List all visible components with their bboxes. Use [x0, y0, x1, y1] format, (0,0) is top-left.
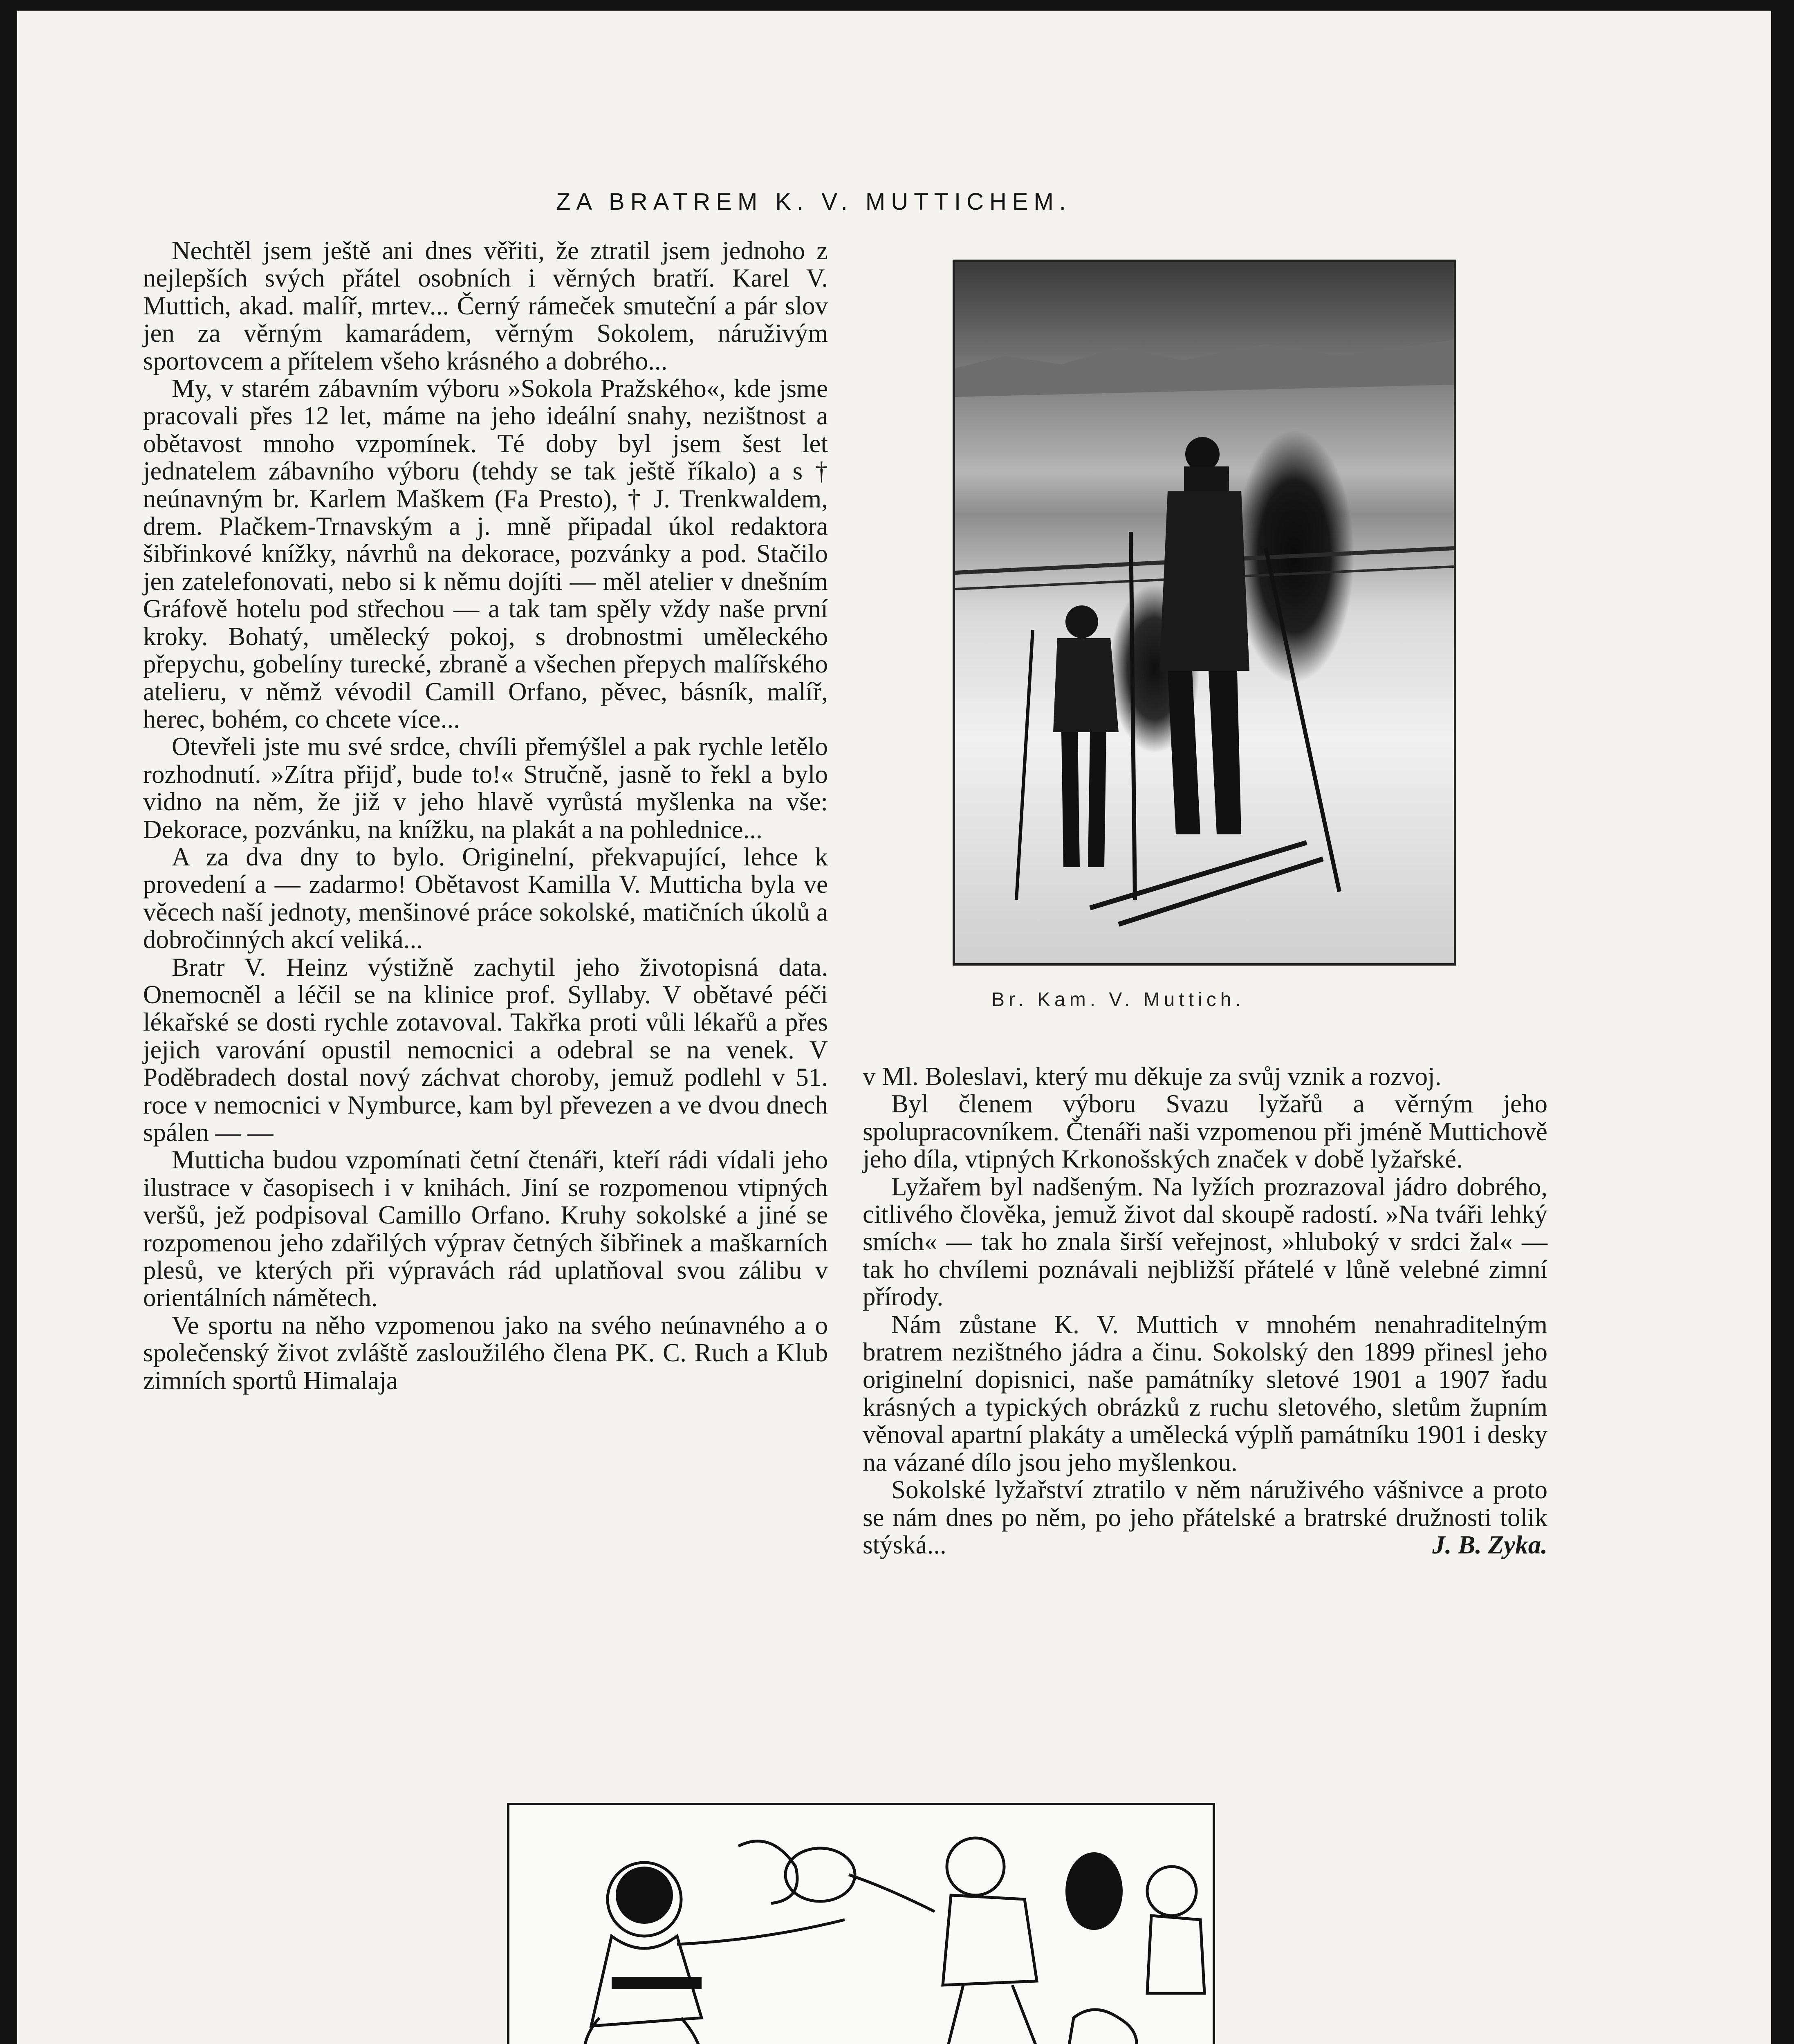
paragraph: Otevřeli jste mu své srdce, chvíli přemýšlel a pak rychle letělo rozhodnutí. »Zítra přijď, bude to!« Stručně, jasně to řekl a bylo vidno na něm, že již v jeho hlavě vyrůstá myšlenka na vše: Dekorace, pozvánku, na knížku, na plakát a na pohlednice... — [143, 732, 828, 844]
skier-photograph — [953, 260, 1456, 966]
right-column — [863, 1063, 1547, 1559]
left-column — [143, 237, 828, 1394]
decorative-illustration — [507, 1803, 1215, 2044]
paragraph: Nám zůstane K. V. Muttich v mnohém nenahraditelným bratrem nezištného jádra a činu. Sokolský den 1899 přinesl jeho originelní dopisnici, naše památníky sletové 1901 a 1907 řadu krásných a typických obrázků z ruchu sletového, sletům župním věnoval apartní plakáty a umělecká výplň památníku 1901 i desky na vázané dílo jsou jeho myšlenkou. — [863, 1310, 1547, 1477]
paragraph: v Ml. Boleslavi, který mu děkuje za svůj vznik a rozvoj. — [863, 1062, 1442, 1091]
paragraph: Nechtěl jsem ještě ani dnes věřiti, že ztratil jsem jednoho z nejlepších svých přátel osobních i věrných bratří. Karel V. Muttich, akad. malíř, mrtev... Černý rámeček smuteční a pár slov jen za věrným kamarádem, věrným Sokolem, náruživým sportovcem a přítelem všeho krásného a dobrého... — [143, 236, 828, 375]
photo-caption: Br. Kam. V. Muttich. — [991, 989, 1245, 1011]
paragraph: A za dva dny to bylo. Originelní, překvapující, lehce k provedení a — zadarmo! Obětavost Kamilla V. Mutticha byla ve věcech naší jednoty, menšinové práce sokolské, matičních úkolů a dobročinných akcí veliká... — [143, 842, 828, 954]
paragraph-text: Sokolské lyžařství ztratilo v něm náruživého vášnivce a proto se nám dnes po něm, po jeho přátelské a bratrské družnosti tolik stýská... — [863, 1475, 1547, 1559]
author-signature: J. B. Zyka. — [1432, 1530, 1547, 1559]
paragraph: Ve sportu na něho vzpomenou jako na svého neúnavného a o společenský život zvláště zasloužilého člena PK. C. Ruch a Klub zimních sportů Himalaja — [143, 1311, 828, 1395]
paragraph: Byl členem výboru Svazu lyžařů a věrným jeho spolupracovníkem. Čtenáři naši vzpomenou při jméně Muttichově jeho díla, vtipných Krkonošských značek v době lyžařské. — [863, 1089, 1547, 1174]
procession-figures-drawing — [509, 1805, 1213, 2044]
paragraph — [863, 1476, 1547, 1559]
paragraph: Mutticha budou vzpomínati četní čtenáři, kteří rádi vídali jeho ilustrace v časopisech i v knihách. Jiní se rozpomenou vtipných veršů, jež podpisoval Camillo Orfano. Kruhy sokolské a jiné se rozpomenou jeho zdařilých výprav četných šibřinek a maškarních plesů, ve kterých při výpravách rád uplatňoval svou zálibu v orientálních námětech. — [143, 1145, 828, 1312]
paragraph: Lyžařem byl nadšeným. Na lyžích prozrazoval jádro dobrého, citlivého člověka, jemuž život dal skoupě radostí. »Na tváři lehký smích« — tak ho znala širší veřejnost, »hluboký v srdci žal« — tak ho chvílemi poznávali nejbližší přátelé v lůně velebné zimní přírody. — [863, 1172, 1547, 1311]
paragraph: Bratr V. Heinz výstižně zachytil jeho životopisná data. Onemocněl a léčil se na klinice prof. Syllaby. V obětavé péči lékařské se dosti rychle zotavoval. Takřka proti vůli lékařů a přes jejich varování opustil nemocnici a odebral se na venek. V Poděbradech dostal nový záchvat choroby, jemuž podlehl v 51. roce v nemocnici v Nymburce, kam byl převezen a ve dvou dnech spálen — — — [143, 953, 828, 1147]
skier-figures-illustration — [955, 262, 1454, 963]
article-title: ZA BRATREM K. V. MUTTICHEM. — [556, 188, 1072, 215]
paragraph: My, v starém zábavním výboru »Sokola Pražského«, kde jsme pracovali přes 12 let, máme na jeho ideální snahy, nezištnost a obětavost mnoho vzpomínek. Té doby byl jsem šest let jednatelem zábavního výboru (tehdy se tak ještě říkalo) a s † neúnavným br. Karlem Maškem (Fa Presto), † J. Trenkwaldem, drem. Plačkem-Trnavským a j. mně připadal úkol redaktora šibřinkové knížky, návrhů na dekorace, pozvánky a pod. Stačilo jen zatelefonovati, nebo si k němu dojíti — měl atelier v dnešním Gráfově hotelu pod střechou — a tak tam spěly vždy naše první kroky. Bohatý, umělecký pokoj, s drobnostmi uměleckého přepychu, gobelíny turecké, zbraně a všechen přepych malířského atelieru, v němž vévodil Camill Orfano, pěvec, básník, malíř, herec, bohém, co chcete více... — [143, 374, 828, 733]
